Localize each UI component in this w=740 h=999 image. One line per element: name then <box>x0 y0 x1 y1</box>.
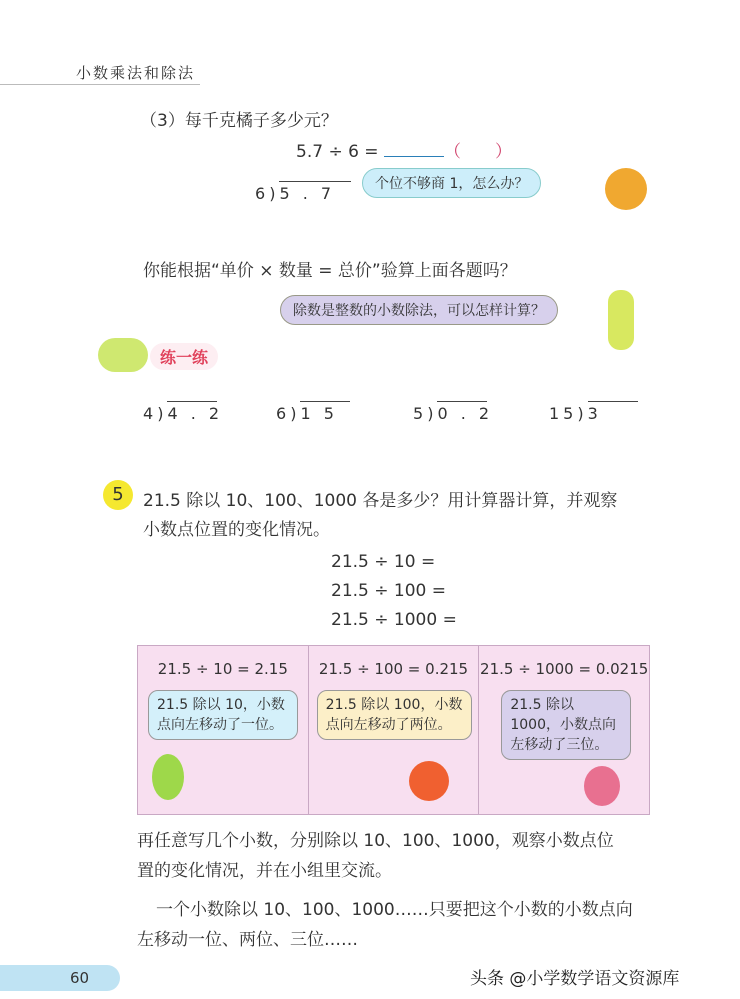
practice-title: 练一练 <box>150 343 218 370</box>
speech-bubble-mushroom: 个位不够商 1，怎么办？ <box>362 168 541 198</box>
divisor: 6 <box>276 404 291 423</box>
divisor: 6 <box>255 184 270 203</box>
result-equation: 21.5 ÷ 1000 = 0.0215 <box>480 660 649 678</box>
equation-text: 5.7 ÷ 6 = <box>296 142 379 162</box>
check-question: 你能根据“单价 × 数量 = 总价”验算上面各题吗？ <box>143 261 517 281</box>
mushroom-character-icon <box>605 168 647 210</box>
answer-blank <box>384 156 444 157</box>
speech-bubble: 21.5 除以 1000，小数点向左移动了三位。 <box>501 690 631 760</box>
tomato-character-icon <box>409 761 449 801</box>
practice-item-1: 4)4 . 2 <box>143 401 217 423</box>
dividend: 3 <box>588 401 638 423</box>
example-equation: 21.5 ÷ 10 = <box>331 552 436 572</box>
results-panel <box>137 645 650 815</box>
paragraph-2-line2: 左移动一位、两位、三位…… <box>137 930 358 950</box>
unit-blank: （ ） <box>443 142 512 162</box>
dividend: 5 . 7 <box>279 181 351 203</box>
speech-bubble: 21.5 除以 10，小数点向左移动了一位。 <box>148 690 298 740</box>
green-pepper-character-icon <box>152 754 184 800</box>
practice-item-4: 15)3 <box>549 401 638 423</box>
paragraph-1-line1: 再任意写几个小数，分别除以 10、100、1000，观察小数点位 <box>137 831 614 851</box>
speech-bubble-corn: 除数是整数的小数除法，可以怎样计算？ <box>280 295 558 325</box>
dividend: 1 5 <box>300 401 350 423</box>
example-number-badge: 5 <box>103 480 133 510</box>
practice-item-2: 6)1 5 <box>276 401 350 423</box>
dividend: 0 . 2 <box>437 401 487 423</box>
example-text-line2: 小数点位置的变化情况。 <box>143 520 330 540</box>
paragraph-1-line2: 置的变化情况，并在小组里交流。 <box>137 861 392 881</box>
practice-item-3: 5)0 . 2 <box>413 401 487 423</box>
speech-bubble: 21.5 除以 100，小数点向左移动了两位。 <box>317 690 472 740</box>
paragraph-2-line1: 一个小数除以 10、100、1000……只要把这个小数的小数点向 <box>156 900 633 920</box>
chapter-header: 小数乘法和除法 <box>76 64 196 82</box>
result-column <box>309 646 480 814</box>
header-rule <box>0 84 200 85</box>
corn-character-icon <box>608 290 634 350</box>
example-equation: 21.5 ÷ 1000 = <box>331 610 457 630</box>
result-equation: 21.5 ÷ 10 = 2.15 <box>157 660 288 678</box>
dividend: 4 . 2 <box>167 401 217 423</box>
example-equation: 21.5 ÷ 100 = <box>331 581 446 601</box>
question-3: （3）每千克橘子多少元？ <box>140 111 338 131</box>
result-column <box>138 646 309 814</box>
result-column <box>479 646 649 814</box>
divisor: 15 <box>549 404 578 423</box>
radish-character-icon <box>584 766 620 806</box>
page-number: 60 <box>0 965 120 991</box>
divisor: 4 <box>143 404 158 423</box>
example-text-line1: 21.5 除以 10、100、1000 各是多少？用计算器计算，并观察 <box>143 491 618 511</box>
equation <box>296 137 512 162</box>
divisor: 5 <box>413 404 428 423</box>
result-equation: 21.5 ÷ 100 = 0.215 <box>318 660 469 678</box>
watermark: 头条 @小学数学语文资源库 <box>470 969 680 989</box>
long-division: 6)5 . 7 <box>255 181 351 203</box>
lemon-motorbike-icon <box>98 338 148 372</box>
